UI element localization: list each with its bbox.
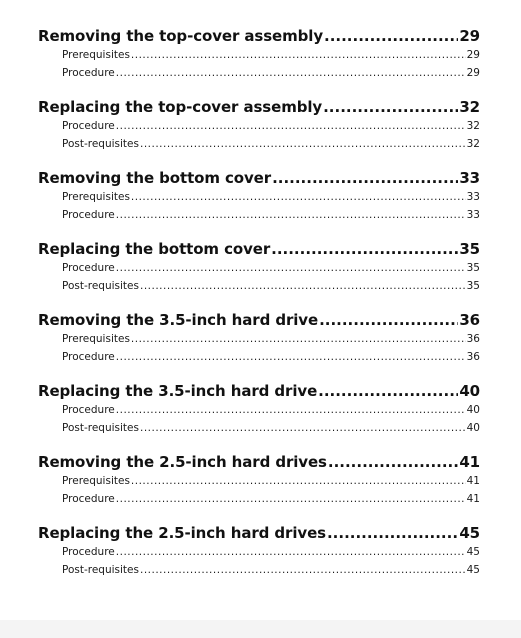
toc-heading-page: 40 bbox=[459, 382, 480, 400]
toc-entry-page: 33 bbox=[466, 191, 480, 203]
toc-entry-label: Post-requisites bbox=[62, 564, 139, 576]
toc-entry-label: Procedure bbox=[62, 546, 115, 558]
dot-leader bbox=[131, 188, 466, 206]
toc-entry-label: Post-requisites bbox=[62, 422, 139, 434]
toc-entry-label: Post-requisites bbox=[62, 280, 139, 292]
toc-entry-label: Procedure bbox=[62, 404, 115, 416]
dot-leader bbox=[116, 401, 466, 419]
toc-heading-page: 35 bbox=[459, 240, 480, 258]
toc-heading-link[interactable] bbox=[38, 381, 480, 401]
toc-entry-link[interactable] bbox=[38, 401, 480, 419]
toc-entry-label: Procedure bbox=[62, 67, 115, 79]
dot-leader bbox=[131, 46, 466, 64]
toc-entry-link[interactable] bbox=[38, 46, 480, 64]
toc-entry-label: Procedure bbox=[62, 120, 115, 132]
toc-entry-page: 32 bbox=[466, 138, 480, 150]
toc-entry-link[interactable] bbox=[38, 561, 480, 579]
table-of-contents bbox=[38, 26, 480, 594]
toc-heading-link[interactable] bbox=[38, 97, 480, 117]
toc-entry-page: 41 bbox=[466, 475, 480, 487]
toc-entry-link[interactable] bbox=[38, 330, 480, 348]
toc-heading-title: Replacing the top-cover assembly bbox=[38, 98, 323, 116]
toc-entry-link[interactable] bbox=[38, 348, 480, 366]
toc-entry-link[interactable] bbox=[38, 490, 480, 508]
toc-entry-label: Post-requisites bbox=[62, 138, 139, 150]
toc-heading-page: 33 bbox=[459, 169, 480, 187]
toc-heading-link[interactable] bbox=[38, 523, 480, 543]
toc-heading-page: 32 bbox=[459, 98, 480, 116]
toc-entry-page: 41 bbox=[466, 493, 480, 505]
toc-heading-title: Replacing the 2.5-inch hard drives bbox=[38, 524, 326, 542]
dot-leader bbox=[131, 472, 466, 490]
toc-entry-page: 29 bbox=[466, 67, 480, 79]
dot-leader bbox=[131, 330, 466, 348]
toc-section bbox=[38, 381, 480, 437]
page-bottom-margin bbox=[0, 620, 521, 638]
toc-entry-link[interactable] bbox=[38, 117, 480, 135]
dot-leader bbox=[116, 64, 466, 82]
toc-heading-title: Replacing the 3.5-inch hard drive bbox=[38, 382, 318, 400]
toc-heading-link[interactable] bbox=[38, 239, 480, 259]
toc-section bbox=[38, 310, 480, 366]
dot-leader bbox=[327, 523, 458, 543]
dot-leader bbox=[140, 561, 466, 579]
toc-section bbox=[38, 97, 480, 153]
toc-heading-link[interactable] bbox=[38, 452, 480, 472]
toc-entry-page: 35 bbox=[466, 280, 480, 292]
dot-leader bbox=[319, 310, 458, 330]
toc-section bbox=[38, 452, 480, 508]
dot-leader bbox=[116, 543, 466, 561]
toc-entry-page: 45 bbox=[466, 564, 480, 576]
toc-entry-link[interactable] bbox=[38, 206, 480, 224]
toc-entry-link[interactable] bbox=[38, 543, 480, 561]
toc-entry-label: Prerequisites bbox=[62, 333, 130, 345]
dot-leader bbox=[328, 452, 458, 472]
toc-entry-label: Procedure bbox=[62, 209, 115, 221]
toc-heading-page: 36 bbox=[459, 311, 480, 329]
toc-heading-link[interactable] bbox=[38, 310, 480, 330]
toc-entry-page: 33 bbox=[466, 209, 480, 221]
toc-entry-link[interactable] bbox=[38, 472, 480, 490]
toc-entry-label: Prerequisites bbox=[62, 49, 130, 61]
toc-entry-link[interactable] bbox=[38, 277, 480, 295]
dot-leader bbox=[272, 168, 458, 188]
toc-entry-page: 29 bbox=[466, 49, 480, 61]
toc-entry-label: Prerequisites bbox=[62, 475, 130, 487]
toc-entry-link[interactable] bbox=[38, 188, 480, 206]
toc-heading-link[interactable] bbox=[38, 26, 480, 46]
toc-entry-page: 35 bbox=[466, 262, 480, 274]
dot-leader bbox=[271, 239, 458, 259]
toc-heading-page: 45 bbox=[459, 524, 480, 542]
toc-entry-label: Procedure bbox=[62, 493, 115, 505]
toc-entry-page: 40 bbox=[466, 422, 480, 434]
toc-section bbox=[38, 26, 480, 82]
toc-section bbox=[38, 168, 480, 224]
dot-leader bbox=[140, 277, 466, 295]
toc-entry-label: Procedure bbox=[62, 351, 115, 363]
toc-entry-link[interactable] bbox=[38, 419, 480, 437]
toc-heading-title: Removing the top-cover assembly bbox=[38, 27, 324, 45]
toc-heading-title: Removing the bottom cover bbox=[38, 169, 272, 187]
dot-leader bbox=[116, 117, 466, 135]
toc-entry-label: Prerequisites bbox=[62, 191, 130, 203]
dot-leader bbox=[318, 381, 458, 401]
toc-entry-link[interactable] bbox=[38, 135, 480, 153]
toc-heading-page: 29 bbox=[459, 27, 480, 45]
toc-entry-page: 36 bbox=[466, 333, 480, 345]
toc-heading-title: Replacing the bottom cover bbox=[38, 240, 271, 258]
toc-heading-title: Removing the 3.5-inch hard drive bbox=[38, 311, 319, 329]
toc-entry-page: 40 bbox=[466, 404, 480, 416]
toc-entry-link[interactable] bbox=[38, 259, 480, 277]
toc-section bbox=[38, 239, 480, 295]
toc-entry-link[interactable] bbox=[38, 64, 480, 82]
toc-heading-title: Removing the 2.5-inch hard drives bbox=[38, 453, 327, 471]
dot-leader bbox=[116, 206, 466, 224]
dot-leader bbox=[323, 97, 458, 117]
toc-heading-page: 41 bbox=[459, 453, 480, 471]
toc-entry-label: Procedure bbox=[62, 262, 115, 274]
dot-leader bbox=[140, 419, 466, 437]
toc-heading-link[interactable] bbox=[38, 168, 480, 188]
dot-leader bbox=[140, 135, 466, 153]
toc-entry-page: 36 bbox=[466, 351, 480, 363]
dot-leader bbox=[116, 348, 466, 366]
dot-leader bbox=[116, 490, 466, 508]
dot-leader bbox=[116, 259, 466, 277]
toc-entry-page: 32 bbox=[466, 120, 480, 132]
dot-leader bbox=[324, 26, 458, 46]
toc-section bbox=[38, 523, 480, 579]
toc-entry-page: 45 bbox=[466, 546, 480, 558]
